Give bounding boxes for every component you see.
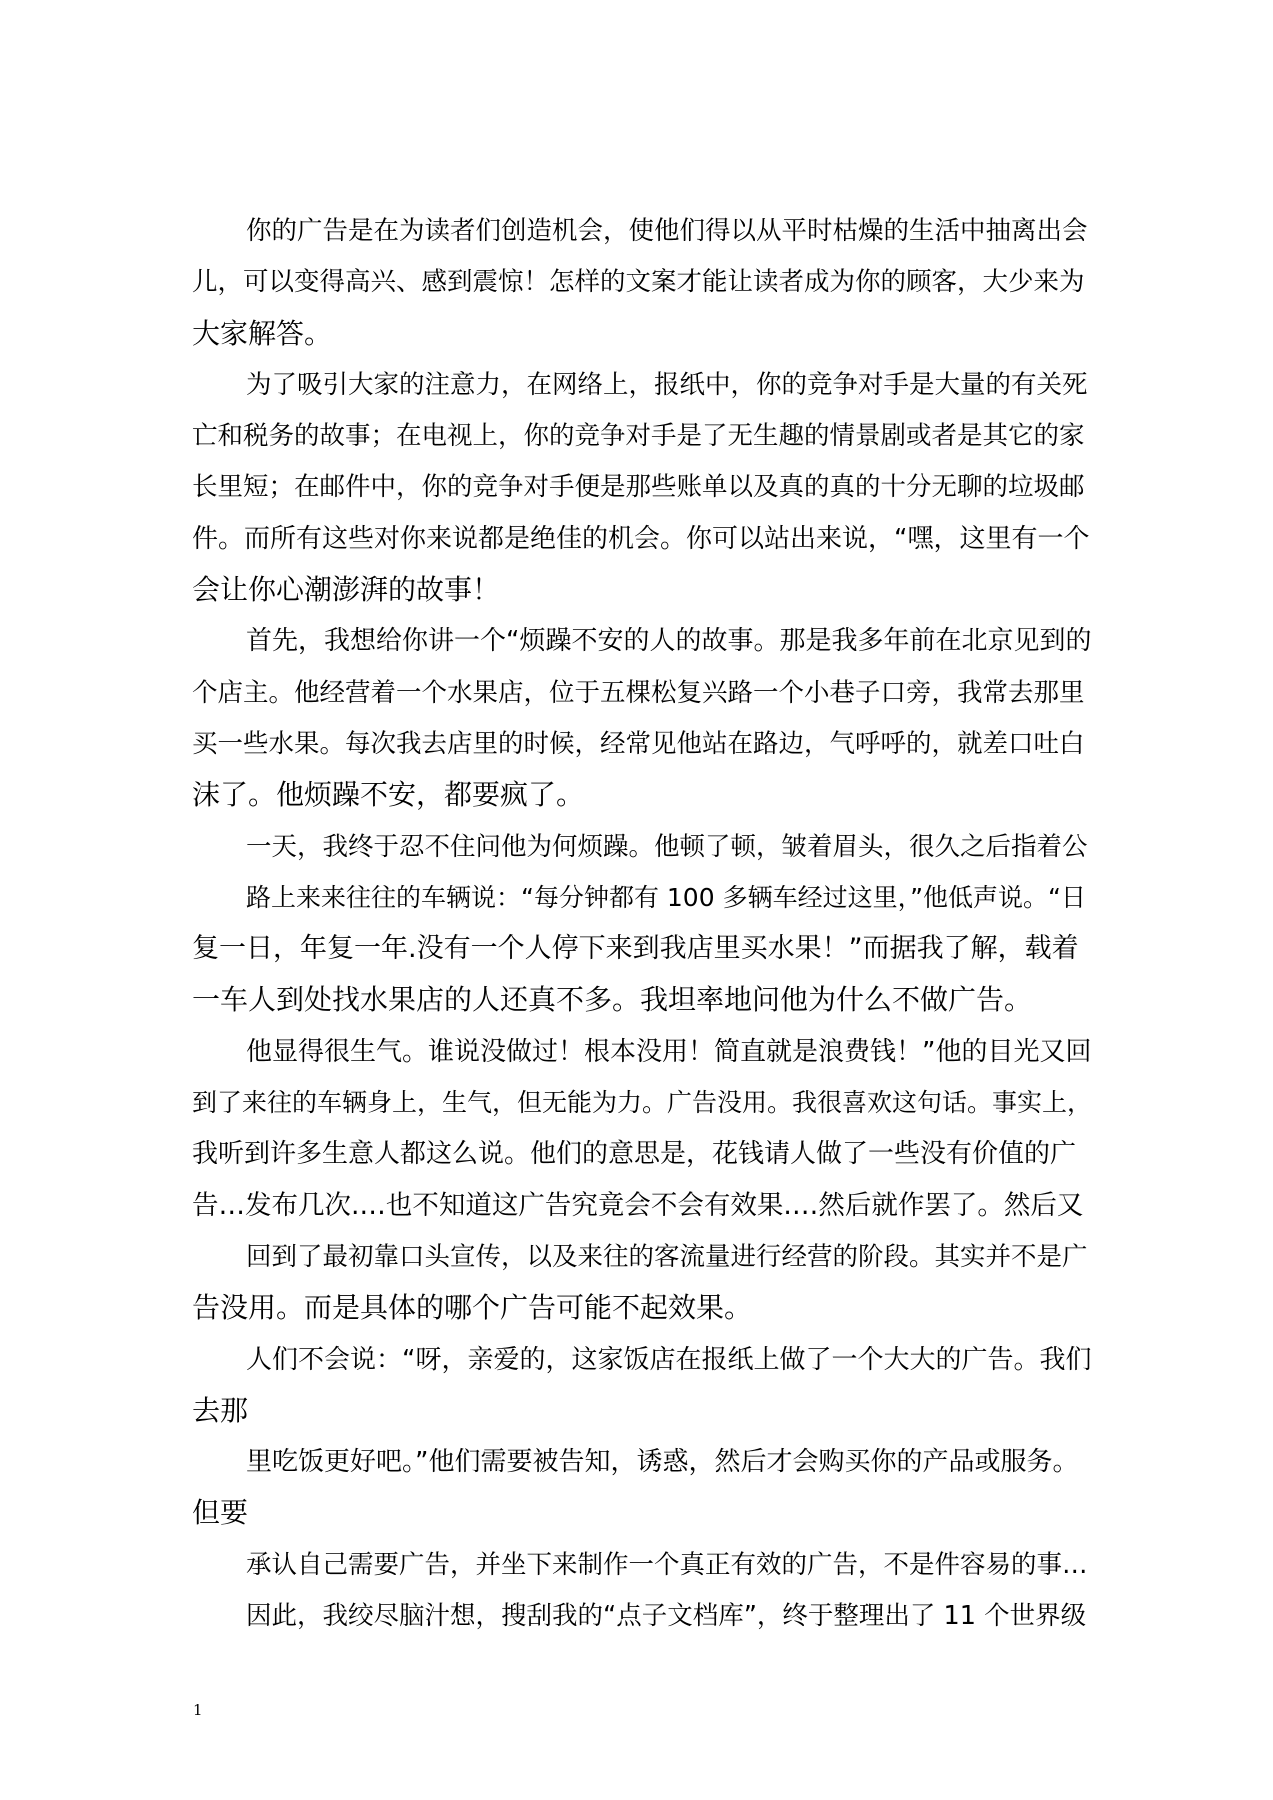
text-line: 沫了。他烦躁不安，都要疯了。 [192,778,585,812]
text-line: 首先，我想给你讲一个“烦躁不安的人的故事。那是我多年前在北京见到的 [246,626,1092,657]
text-line: 会让你心潮澎湃的故事！ [192,573,501,607]
text-line: 路上来来往往的车辆说：“每分钟都有 100 多辆车经过这里，”他低声说。“日 [246,882,1086,912]
text-line: 一天，我终于忍不住问他为何烦躁。他顿了顿，皱着眉头，很久之后指着公 [246,831,1088,862]
text-line: 承认自己需要广告，并坐下来制作一个真正有效的广告，不是件容易的事… [246,1549,1088,1580]
text-line: 因此，我绞尽脑汁想，搜刮我的“点子文档库”，终于整理出了 11 个世界级 [246,1601,1087,1632]
text-line: 大家解答。 [192,316,333,350]
page-number: 1 [193,1701,203,1719]
body-text [192,208,1092,1644]
text-line: 为了吸引大家的注意力，在网络上，报纸中，你的竞争对手是大量的有关死 [246,369,1088,400]
text-line: 但要 [192,1496,249,1530]
text-line: 你的广告是在为读者们创造机会，使他们得以从平时枯燥的生活中抽离出会 [246,216,1088,246]
text-line: 我听到许多生意人都这么说。他们的意思是，花钱请人做了一些没有价值的广 [192,1139,1077,1170]
text-line: 个店主。他经营着一个水果店，位于五棵松复兴路一个小巷子口旁，我常去那里 [192,677,1085,708]
text-line: 儿，可以变得高兴、感到震惊！怎样的文案才能让读者成为你的顾客，大少来为 [192,267,1085,298]
text-line: 告没用。而是具体的哪个广告可能不起效果。 [192,1291,753,1325]
text-line: 他显得很生气。谁说没做过！根本没用！简直就是浪费钱！”他的目光又回 [246,1036,1092,1067]
text-line: 买一些水果。每次我去店里的时候，经常见他站在路边，气呼呼的，就差口吐白 [192,728,1085,759]
text-line: 里吃饭更好吧。”他们需要被告知，诱惑，然后才会购买你的产品或服务。 [246,1447,1079,1478]
text-line: 亡和税务的故事；在电视上，你的竞争对手是了无生趣的情景剧或者是其它的家 [192,421,1085,452]
text-line: 去那 [192,1393,249,1427]
text-line: 件。而所有这些对你来说都是绝佳的机会。你可以站出来说，“嘿，这里有一个 [192,523,1090,554]
text-line: 一车人到处找水果店的人还真不多。我坦率地问他为什么不做广告。 [192,983,1033,1017]
text-line: 回到了最初靠口头宣传，以及来往的客流量进行经营的阶段。其实并不是广 [246,1241,1088,1272]
text-line: 长里短；在邮件中，你的竞争对手便是那些账单以及真的真的十分无聊的垃圾邮 [192,472,1085,503]
text-line: 告…发布几次.…也不知道这广告究竟会不会有效果.…然后就作罢了。然后又 [192,1189,1084,1221]
text-line: 人们不会说：“呀，亲爱的，这家饭店在报纸上做了一个大大的广告。我们 [246,1344,1092,1375]
text-line: 复一日，年复一年.没有一个人停下来到我店里买水果！”而据我了解，载着 [192,933,1079,965]
text-line: 到了来往的车辆身上，生气，但无能为力。广告没用。我很喜欢这句话。事实上， [192,1088,1093,1118]
